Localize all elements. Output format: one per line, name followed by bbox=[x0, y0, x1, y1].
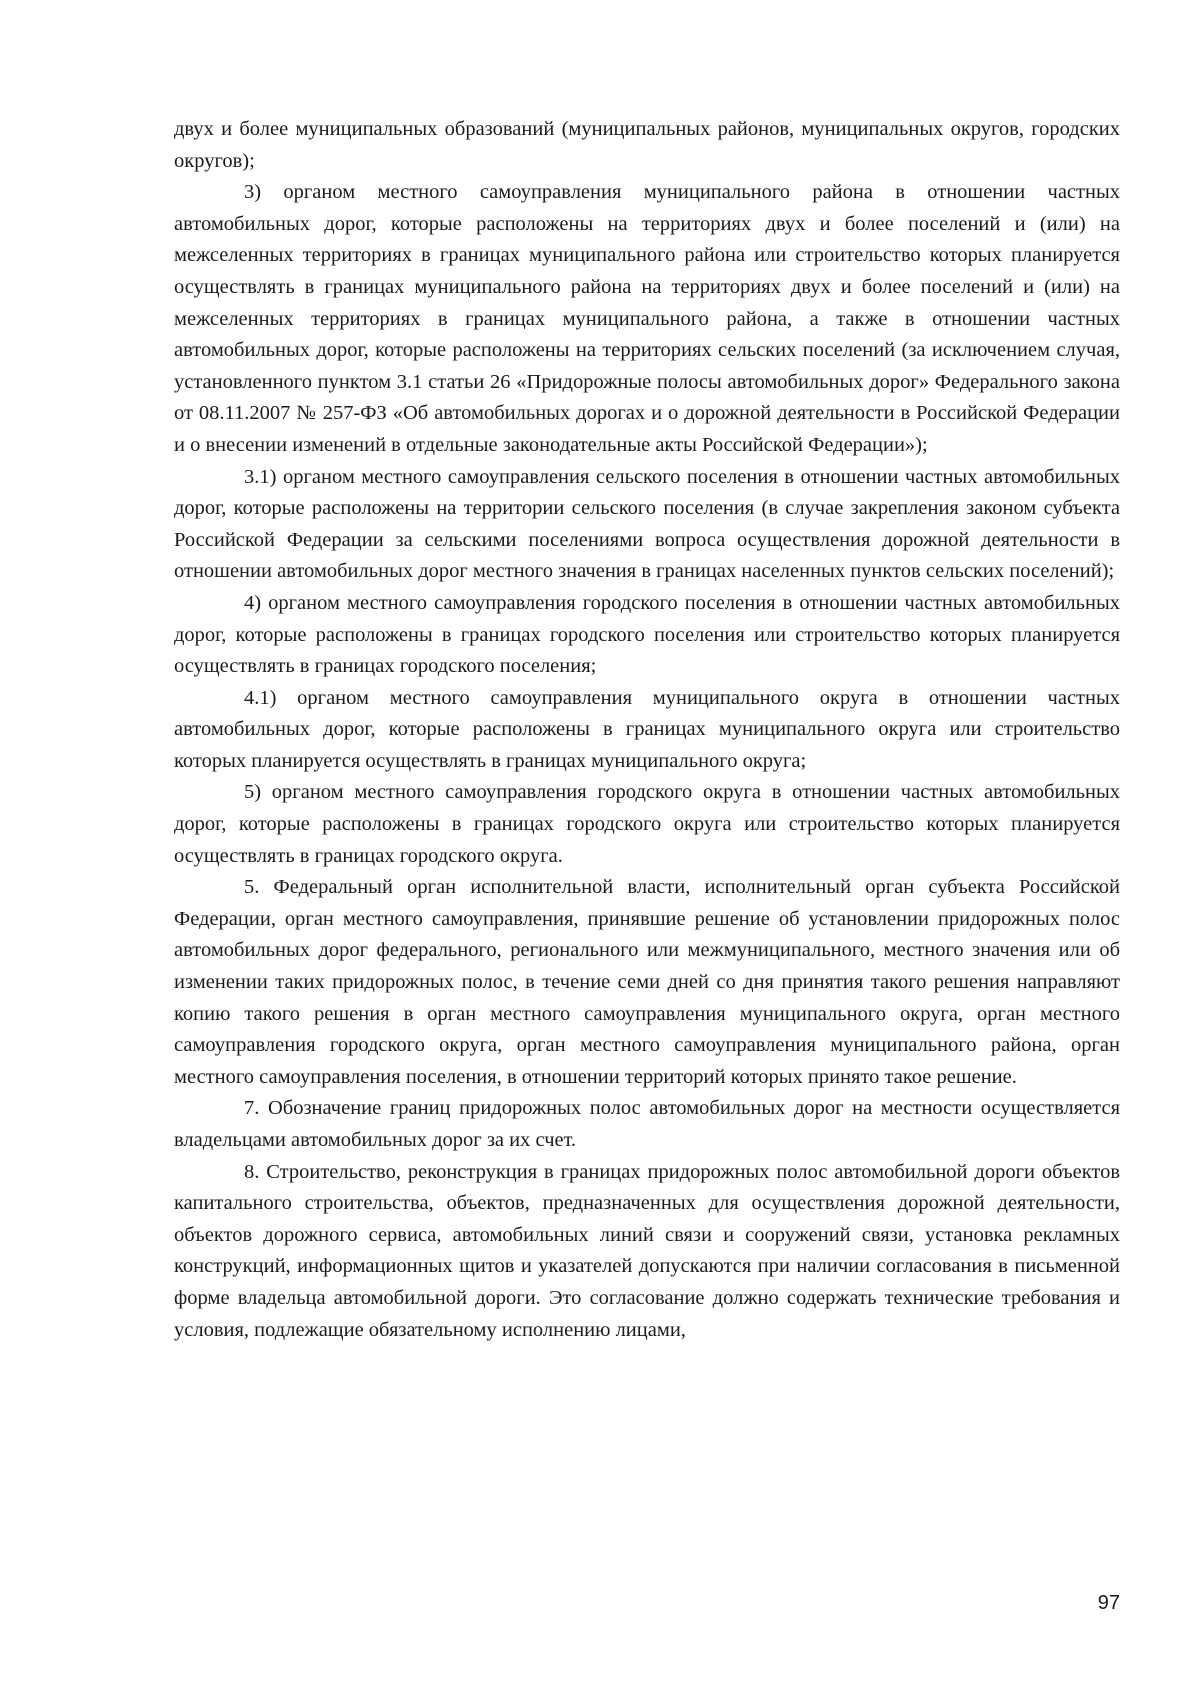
page-number: 97 bbox=[1097, 1592, 1120, 1614]
paragraph-item-4-1: 4.1) органом местного самоуправления муниципального округа в отношении частных автомобильных дорог, которые расположены в границах муниципального округа или строительство которых планируется осуществлять в границах муниципального округа; bbox=[174, 686, 1120, 772]
paragraph-item-4: 4) органом местного самоуправления городского поселения в отношении частных автомобильных дорог, которые расположены в границах городского поселения или строительство которых планируется осуществлять в границах городского поселения; bbox=[174, 591, 1120, 678]
document-body bbox=[174, 114, 1120, 1346]
paragraph-continuation: двух и более муниципальных образований (муниципальных районов, муниципальных округов, городских округов); bbox=[174, 118, 1120, 172]
paragraph-item-3: 3) органом местного самоуправления муниципального района в отношении частных автомобильных дорог, которые расположены на территориях двух и более поселений и (или) на межселенных территориях в границах муниципального района или строительство которых планируется осуществлять в границах муниципального района на территориях двух и более поселений и (или) на межселенных территориях в границах муниципального района, а также в отношении частных автомобильных дорог, которые расположены на территориях сельских поселений (за исключением случая, установленного пунктом 3.1 статьи 26 «Придорожные полосы автомобильных дорог» Федерального закона от 08.11.2007 № 257-ФЗ «Об автомобильных дорогах и о дорожной деятельности в Российской Федерации и о внесении изменений в отдельные законодательные акты Российской Федерации»); bbox=[174, 181, 1120, 456]
paragraph-item-3-1: 3.1) органом местного самоуправления сельского поселения в отношении частных автомобильных дорог, которые расположены на территории сельского поселения (в случае закрепления законом субъекта Российской Федерации за сельскими поселениями вопроса осуществления дорожной деятельности в отношении автомобильных дорог местного значения в границах населенных пунктов сельских поселений); bbox=[174, 465, 1120, 583]
paragraph-section-8: 8. Строительство, реконструкция в границах придорожных полос автомобильной дороги объектов капитального строительства, объектов, предназначенных для осуществления дорожной деятельности, объектов дорожного сервиса, автомобильных линий связи и сооружений связи, установка рекламных конструкций, информационных щитов и указателей допускаются при наличии согласования в письменной форме владельца автомобильной дороги. Это согласование должно содержать технические требования и условия, подлежащие обязательному исполнению лицами, bbox=[174, 1160, 1120, 1341]
paragraph-section-7: 7. Обозначение границ придорожных полос автомобильных дорог на местности осуществляется владельцами автомобильных дорог за их счет. bbox=[174, 1097, 1120, 1151]
paragraph-item-5-subitem: 5) органом местного самоуправления городского округа в отношении частных автомобильных дорог, которые расположены в границах городского округа или строительство которых планируется осуществлять в границах городского округа. bbox=[174, 781, 1120, 867]
paragraph-section-5: 5. Федеральный орган исполнительной власти, исполнительный орган субъекта Российской Федерации, орган местного самоуправления, принявшие решение об установлении придорожных полос автомобильных дорог федерального, регионального или межмуниципального, местного значения или об изменении таких придорожных полос, в течение семи дней со дня принятия такого решения направляют копию такого решения в орган местного самоуправления муниципального округа, орган местного самоуправления городского округа, орган местного самоуправления муниципального района, орган местного самоуправления поселения, в отношении территорий которых принято такое решение. bbox=[174, 876, 1120, 1088]
